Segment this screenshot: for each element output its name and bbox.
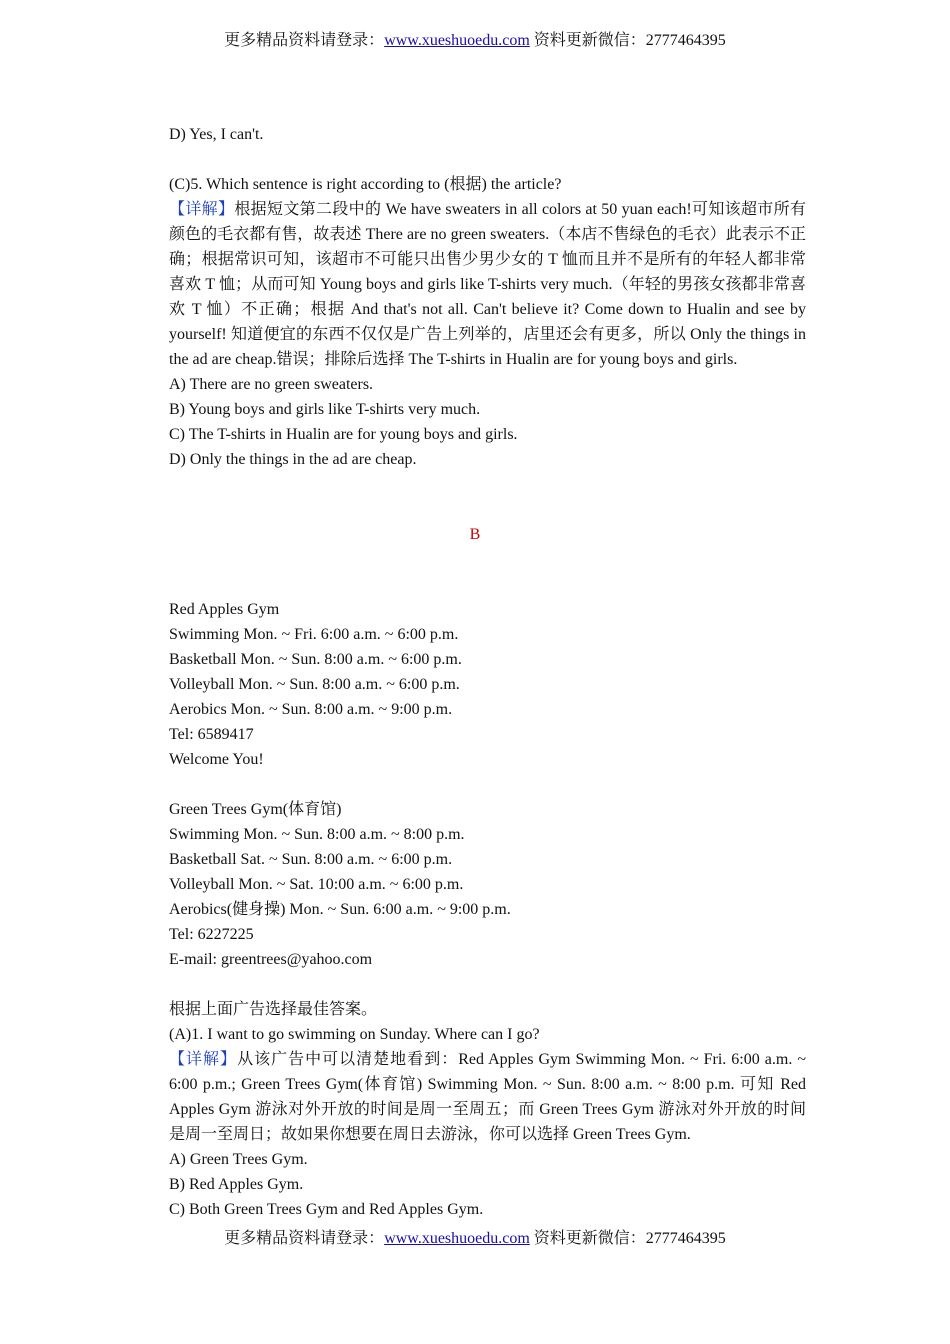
option-c: C) The T-shirts in Hualin are for young boys and girls. xyxy=(169,426,518,443)
header-prefix: 更多精品资料请登录： xyxy=(224,32,385,49)
option-d-prev: D) Yes, I can't. xyxy=(169,126,264,143)
ad2-line: Green Trees Gym(体育馆) xyxy=(169,801,342,818)
ad2-line: Tel: 6227225 xyxy=(169,926,254,943)
header-link[interactable]: www.xueshuoedu.com xyxy=(384,32,530,49)
detail-tag: 【详解】 xyxy=(169,201,235,218)
ad2-line: Volleyball Mon. ~ Sat. 10:00 a.m. ~ 6:00 p.m. xyxy=(169,876,464,893)
option-b: B) Young boys and girls like T-shirts very much. xyxy=(169,401,481,418)
ad2-line: Basketball Sat. ~ Sun. 8:00 a.m. ~ 6:00 p.m. xyxy=(169,851,453,868)
page-header xyxy=(0,30,950,52)
page-footer xyxy=(0,1228,950,1250)
option-a: A) Green Trees Gym. xyxy=(169,1151,308,1168)
footer-suffix: 资料更新微信：2777464395 xyxy=(529,1230,726,1247)
ad2-line: Aerobics(健身操) Mon. ~ Sun. 6:00 a.m. ~ 9:00 p.m. xyxy=(169,901,511,918)
option-d: D) Only the things in the ad are cheap. xyxy=(169,451,417,468)
option-a: A) There are no green sweaters. xyxy=(169,376,374,393)
footer-prefix: 更多精品资料请登录： xyxy=(224,1230,385,1247)
ad2-line: E-mail: greentrees@yahoo.com xyxy=(169,951,373,968)
question-5-stem: (C)5. Which sentence is right according to (根据) the article? xyxy=(169,176,562,193)
detail-tag: 【详解】 xyxy=(169,1051,238,1068)
question-1-stem: (A)1. I want to go swimming on Sunday. Where can I go? xyxy=(169,1026,540,1043)
ad2-line: Swimming Mon. ~ Sun. 8:00 a.m. ~ 8:00 p.m. xyxy=(169,826,465,843)
document-body xyxy=(144,122,806,1222)
option-b: B) Red Apples Gym. xyxy=(169,1176,304,1193)
option-c: C) Both Green Trees Gym and Red Apples Gym. xyxy=(169,1201,484,1218)
ad1-line: Basketball Mon. ~ Sun. 8:00 a.m. ~ 6:00 p.m. xyxy=(169,651,462,668)
ad1-line: Volleyball Mon. ~ Sun. 8:00 a.m. ~ 6:00 p.m. xyxy=(169,676,460,693)
instruction: 根据上面广告选择最佳答案。 xyxy=(169,1001,378,1018)
section-label: B xyxy=(469,526,481,543)
header-suffix: 资料更新微信：2777464395 xyxy=(529,32,726,49)
explanation-text: 根据短文第二段中的 We have sweaters in all colors at 50 yuan each!可知该超市所有颜色的毛衣都有售，故表述 There are no green sweaters.（本店不售绿色的毛衣）此表示不正确；根据常识可知，该超市不可能只出售少男少女的 T 恤而且并不是所有的年轻人都非常喜欢 T 恤；从而可知 Young boys and girls like T-shirts very much.（年轻的男孩女孩都非常喜欢 T 恤）不正确；根据 And that's not all. Can't believe it? Come down to Hualin and see by yourself! 知道便宜的东西不仅仅是广告上列举的，店里还会有更多，所以 Only the things in the ad are cheap.错误；排除后选择 The T-shirts in Hualin are for young boys and girls. xyxy=(169,201,806,368)
ad1-line: Aerobics Mon. ~ Sun. 8:00 a.m. ~ 9:00 p.m. xyxy=(169,701,453,718)
question-1-explanation xyxy=(144,1047,806,1147)
explanation-text: 从该广告中可以清楚地看到：Red Apples Gym Swimming Mon. ~ Fri. 6:00 a.m. ~ 6:00 p.m.; Green Trees Gym(体育馆) Swimming Mon. ~ Sun. 8:00 a.m. ~ 8:00 p.m. 可知 Red Apples Gym 游泳对外开放的时间是周一至周五；而 Green Trees Gym 游泳对外开放的时间是周一至周日；故如果你想要在周日去游泳，你可以选择 Green Trees Gym. xyxy=(169,1051,806,1143)
footer-link[interactable]: www.xueshuoedu.com xyxy=(384,1230,530,1247)
ad1-line: Tel: 6589417 xyxy=(169,726,254,743)
ad1-line: Red Apples Gym xyxy=(169,601,280,618)
ad1-line: Swimming Mon. ~ Fri. 6:00 a.m. ~ 6:00 p.m. xyxy=(169,626,459,643)
ad1-line: Welcome You! xyxy=(169,751,264,768)
question-5-explanation xyxy=(144,197,806,372)
